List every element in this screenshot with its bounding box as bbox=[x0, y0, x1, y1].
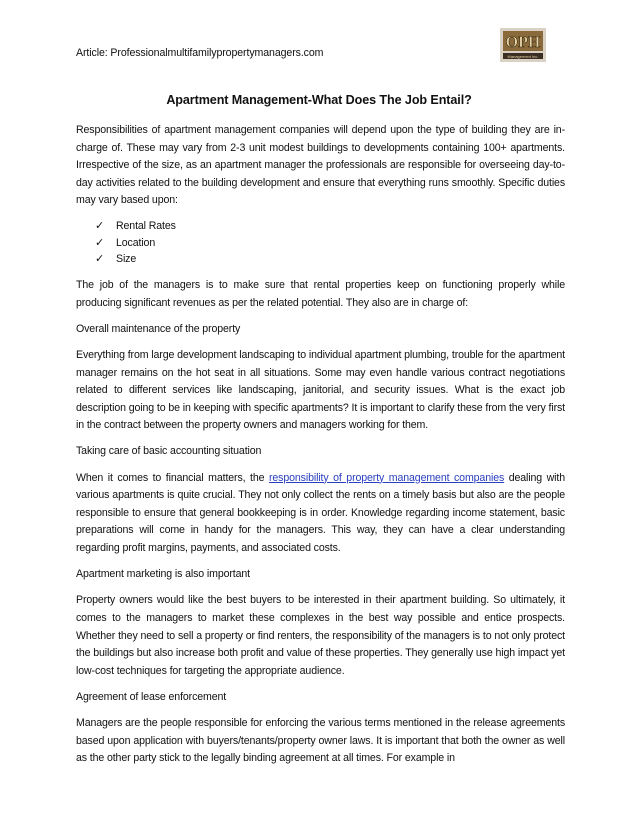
section-heading-maintenance: Overall maintenance of the property bbox=[76, 322, 241, 335]
logo-subtext: Management Inc. bbox=[507, 54, 539, 59]
list-item bbox=[95, 252, 565, 269]
section-heading-lease: Agreement of lease enforcement bbox=[76, 690, 227, 703]
accounting-text-start: When it comes to financial matters, the bbox=[76, 471, 269, 484]
company-logo bbox=[500, 28, 546, 62]
section-heading-marketing: Apartment marketing is also important bbox=[76, 568, 250, 581]
checklist-label: Size bbox=[116, 253, 137, 266]
check-icon: ✓ bbox=[95, 236, 105, 249]
list-item bbox=[95, 219, 565, 236]
check-icon: ✓ bbox=[95, 253, 105, 266]
checklist-label: Location bbox=[116, 236, 156, 249]
lease-paragraph: Managers are the people responsible for enforcing the various terms mentioned in the release agreements based upon application with buyers/tenants/property owner laws. It is important that both the owner as well as the other party stick to the legally binding agreement at all times. For example in bbox=[76, 717, 565, 765]
check-icon: ✓ bbox=[95, 220, 105, 233]
intro-paragraph: Responsibilities of apartment management companies will depend upon the type of building they are in-charge of. These may vary from 2-3 unit modest buildings to developments containing 100+ apartments. Irrespective of the size, as an apartment manager the professionals are responsible for overseeing day-to-day activities related to the building development and ensure that everything runs smoothly. Specific duties may vary based upon: bbox=[76, 124, 565, 207]
job-paragraph: The job of the managers is to make sure that rental properties keep on functioning properly while producing significant revenues as per the related potential. They also are in charge of: bbox=[76, 278, 565, 309]
marketing-paragraph: Property owners would like the best buyers to be interested in their apartment building. So ultimately, it comes to the managers to market these complexes in the best way possible and entice prospects. Whether they need to sell a property or find renters, the responsibility of the managers is to not only protect the buildings but also increase both profit and value of these properties. They generally use high impact yet low-cost techniques for targeting the appropriate audience. bbox=[76, 594, 565, 677]
accounting-text-end: dealing with various apartments is quite crucial. They not only collect the rents on a timely basis but also are the people responsible to ensure that general bookkeeping is in order. Knowledge regarding income statement, basic preparations will come in handy for the managers. This way, they can have a clear understanding regarding profit margins, payments, and associated costs. bbox=[76, 471, 566, 555]
section-heading-accounting: Taking care of basic accounting situation bbox=[76, 445, 262, 458]
page-title: Apartment Management-What Does The Job Entail? bbox=[166, 93, 472, 107]
article-source: Article: Professionalmultifamilypropertymanagers.com bbox=[76, 47, 324, 59]
checklist-label: Rental Rates bbox=[116, 220, 176, 233]
property-management-link[interactable]: responsibility of property management companies bbox=[268, 471, 505, 484]
duties-checklist bbox=[76, 219, 565, 269]
article-body bbox=[76, 122, 565, 777]
logo-text: OPH bbox=[505, 34, 541, 51]
maintenance-paragraph: Everything from large development landscaping to individual apartment plumbing, trouble for the apartment manager remains on the hot seat in all situations. Some may even handle various contract negotiations related to different services like landscaping, janitorial, and security issues. What is the exact job description going to be in keeping with specific apartments? It is important to clarify these from the very first in the contract between the property owners and managers working for them. bbox=[76, 348, 565, 432]
list-item bbox=[95, 235, 565, 252]
accounting-paragraph bbox=[76, 470, 565, 558]
